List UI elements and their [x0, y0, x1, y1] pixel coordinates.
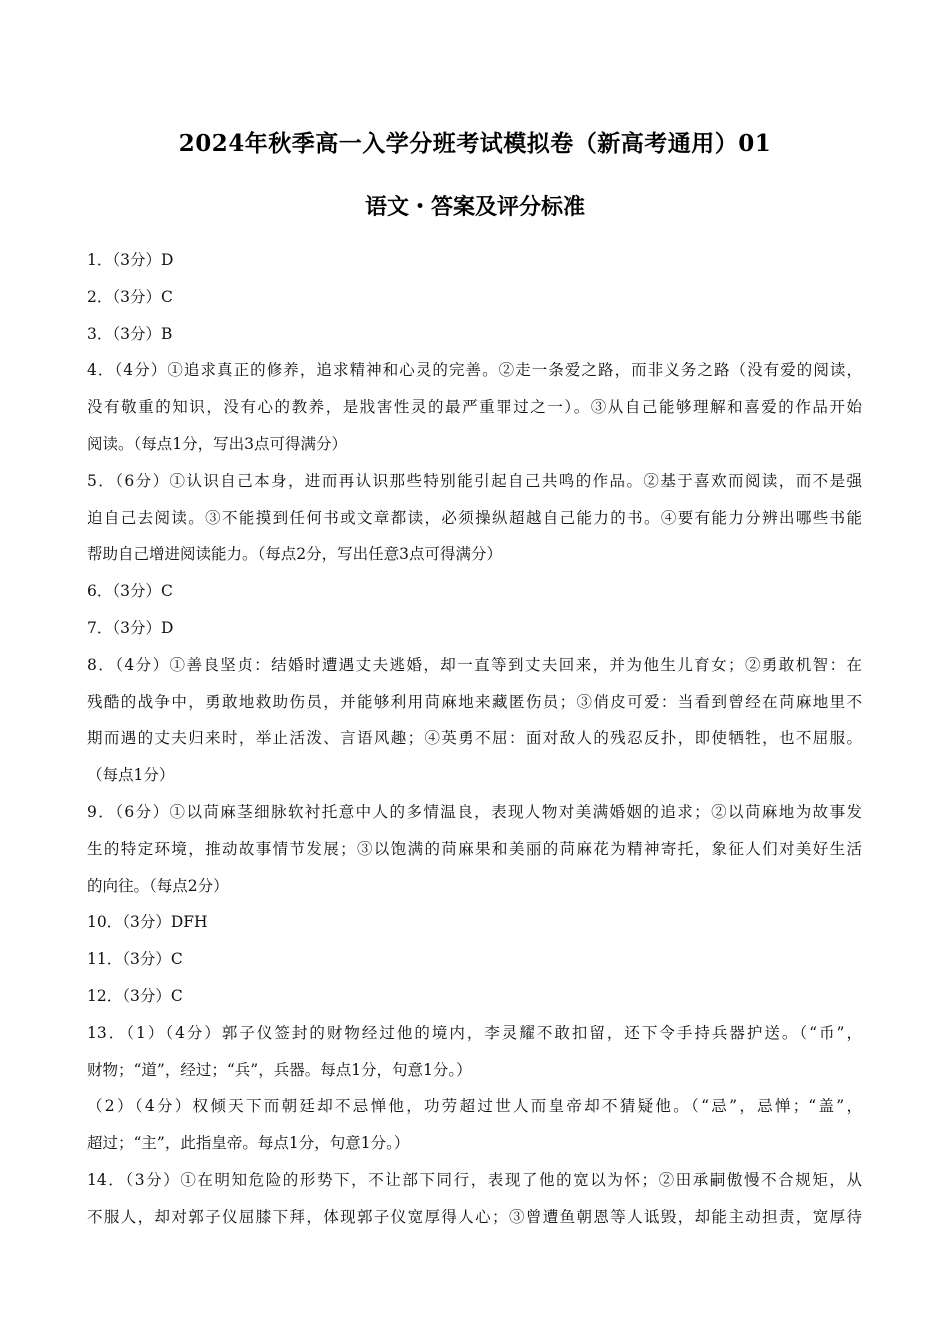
answer-line: 没有敬重的知识，没有心的教养，是戕害性灵的最严重罪过之一）。③从自己能够理解和喜爱的作品开始 [87, 398, 862, 417]
answer-line: 阅读。（每点1分，写出3点可得满分） [87, 434, 347, 453]
answer-line: 5．（6分）①认识自己本身，进而再认识那些特别能引起自己共鸣的作品。②基于喜欢而阅读，而不是强 [87, 471, 862, 490]
answer-line: 9．（6分）①以苘麻茎细脉软衬托意中人的多情温良，表现人物对美满婚姻的追求；②以苘麻地为故事发 [87, 802, 862, 821]
answer-line: 残酷的战争中，勇敢地救助伤员，并能够利用苘麻地来藏匿伤员；③俏皮可爱：当看到曾经在苘麻地里不 [87, 692, 862, 711]
answer-line: 超过；“主”，此指皇帝。每点1分，句意1分。） [87, 1134, 410, 1153]
answer-line: 迫自己去阅读。③不能摸到任何书或文章都读，必须操纵超越自己能力的书。④要有能力分辨出哪些书能 [87, 508, 862, 527]
answer-line: 1．（3分）D [87, 251, 174, 269]
answer-line: 10．（3分）DFH [87, 913, 208, 932]
answer-line: 3．（3分）B [87, 324, 173, 343]
answer-line: 12．（3分）C [87, 986, 183, 1005]
answer-line: 2．（3分）C [87, 287, 173, 306]
answer-line: 生的特定环境，推动故事情节发展；③以饱满的苘麻果和美丽的苘麻花为精神寄托，象征人们对美好生活 [87, 839, 862, 858]
answer-line: 8．（4分）①善良坚贞：结婚时遭遇丈夫逃婚，却一直等到丈夫回来，并为他生儿育女；②勇敢机智：在 [87, 655, 862, 674]
answer-line: （每点1分） [87, 766, 175, 785]
answer-line: 14．（3分）①在明知危险的形势下，不让部下同行，表现了他的宽以为怀；②田承嗣傲慢不合规矩，从 [87, 1170, 862, 1189]
page-title: 2024年秋季高一入学分班考试模拟卷（新高考通用）01 [178, 130, 772, 157]
answer-line: 13．（1）（4分）郭子仪签封的财物经过他的境内，李灵耀不敢扣留，还下令手持兵器护送。（“币”， [87, 1023, 862, 1042]
page-subtitle: 语文・答案及评分标准 [364, 195, 585, 220]
answer-line: 6．（3分）C [87, 582, 173, 601]
answer-line: 帮助自己增进阅读能力。（每点2分，写出任意3点可得满分） [87, 545, 502, 564]
answer-line: 不服人，却对郭子仪屈膝下拜，体现郭子仪宽厚得人心；③曾遭鱼朝恩等人诋毁，却能主动担责，宽厚待 [87, 1207, 862, 1226]
answer-line: 4．（4分）①追求真正的修养，追求精神和心灵的完善。②走一条爱之路，而非义务之路（没有爱的阅读， [87, 361, 862, 380]
answer-list [87, 242, 862, 1236]
answer-line: 11．（3分）C [87, 950, 183, 969]
answer-line: 7．（3分）D [87, 618, 174, 637]
answer-line: 期而遇的丈夫归来时，举止活泼、言语风趣；④英勇不屈：面对敌人的残忍反扑，即使牺牲，也不屈服。 [87, 729, 862, 748]
answer-line: （2）（4分）权倾天下而朝廷却不忌惮他，功劳超过世人而皇帝却不猜疑他。（“忌”，忌惮；“盖”， [87, 1097, 862, 1116]
answer-line: 的向往。（每点2分） [87, 876, 229, 895]
answer-line: 财物；“道”，经过；“兵”，兵器。每点1分，句意1分。） [87, 1060, 472, 1079]
